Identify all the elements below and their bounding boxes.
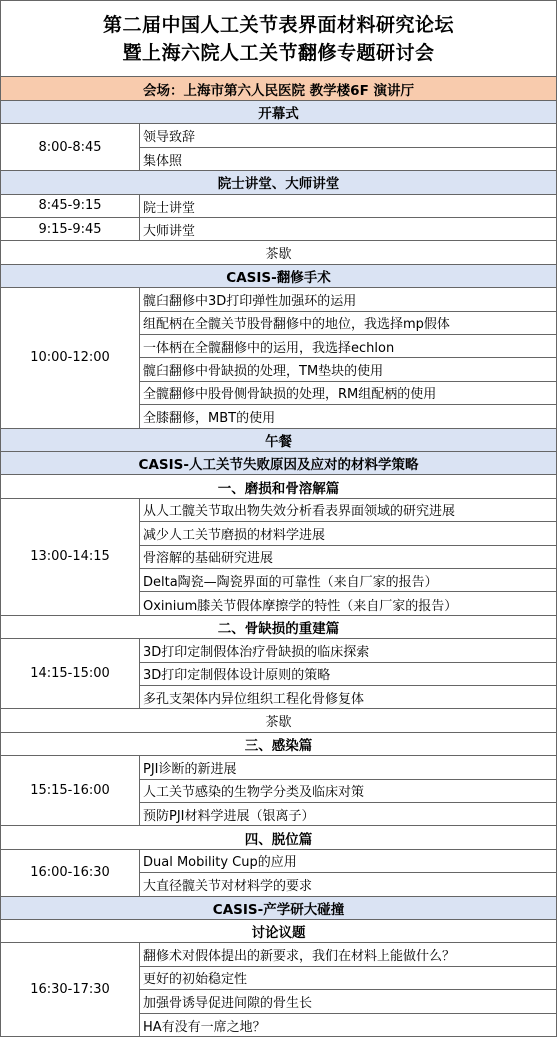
session-block bbox=[0, 850, 557, 897]
session-time: 8:00-8:45 bbox=[1, 124, 140, 170]
subsection-header: 四、脱位篇 bbox=[0, 826, 557, 849]
session-topic: Oxinium膝关节假体摩擦学的特性（来自厂家的报告） bbox=[143, 598, 458, 614]
session-time: 16:30-17:30 bbox=[1, 943, 140, 1036]
session-topic: 3D打印定制假体治疗骨缺损的临床探索 bbox=[140, 639, 556, 662]
session-topics bbox=[140, 124, 556, 170]
session-time: 9:15-9:45 bbox=[1, 218, 140, 240]
break-row: 茶歇 bbox=[0, 241, 557, 264]
session-block bbox=[0, 756, 557, 826]
section-header: CASIS-产学研大碰撞 bbox=[0, 897, 557, 920]
session-block bbox=[0, 639, 557, 709]
session-topics bbox=[140, 288, 556, 427]
session-topic: 骨溶解的基础研究进展 bbox=[140, 546, 556, 569]
session-topics bbox=[140, 756, 556, 825]
session-topic: 多孔支架体内异位组织工程化骨修复体 bbox=[143, 692, 365, 708]
session-topics bbox=[140, 639, 556, 708]
session-topic: 减少人工关节磨损的材料学进展 bbox=[140, 522, 556, 545]
session-topic: PJI诊断的新进展 bbox=[140, 756, 556, 779]
section-header: 院士讲堂、大师讲堂 bbox=[0, 171, 557, 194]
session-topics bbox=[140, 195, 556, 217]
session-topic: Dual Mobility Cup的应用 bbox=[140, 850, 556, 873]
subsection-header: 二、骨缺损的重建篇 bbox=[0, 616, 557, 639]
session-time: 16:00-16:30 bbox=[1, 850, 140, 896]
session-time: 13:00-14:15 bbox=[1, 499, 140, 615]
session-topic: 组配柄在全髋关节股骨翻修中的地位，我选择mp假体 bbox=[140, 312, 556, 335]
session-topic: 全膝翻修，MBT的使用 bbox=[143, 411, 276, 427]
session-block bbox=[0, 288, 557, 428]
session-topics bbox=[140, 943, 556, 1036]
session-block bbox=[0, 195, 557, 218]
session-block bbox=[0, 499, 557, 616]
session-topic: 翻修术对假体提出的新要求，我们在材料上能做什么？ bbox=[140, 943, 556, 966]
session-topic: 3D打印定制假体设计原则的策略 bbox=[140, 663, 556, 686]
title-line-2: 暨上海六院人工关节翻修专题研讨会 bbox=[122, 41, 435, 64]
subsection-header: 讨论议题 bbox=[0, 920, 557, 943]
session-topics bbox=[140, 499, 556, 615]
session-topic: 大师讲堂 bbox=[143, 224, 196, 240]
section-header: 午餐 bbox=[0, 429, 557, 452]
session-topic: 从人工髋关节取出物失效分析看表界面领域的研究进展 bbox=[140, 499, 556, 522]
session-block bbox=[0, 218, 557, 241]
subsection-header: 一、磨损和骨溶解篇 bbox=[0, 475, 557, 498]
session-topic: 大直径髋关节对材料学的要求 bbox=[143, 879, 313, 895]
session-time: 15:15-16:00 bbox=[1, 756, 140, 825]
session-topic: 髋臼翻修中3D打印弹性加强环的运用 bbox=[140, 288, 556, 311]
session-topic: 全髋翻修中股骨侧骨缺损的处理，RM组配柄的使用 bbox=[140, 382, 556, 405]
session-topic: 院士讲堂 bbox=[143, 200, 196, 216]
session-topic: Delta陶瓷—陶瓷界面的可靠性（来自厂家的报告） bbox=[140, 569, 556, 592]
break-row: 茶歇 bbox=[0, 709, 557, 732]
session-time: 14:15-15:00 bbox=[1, 639, 140, 708]
session-topic: 人工关节感染的生物学分类及临床对策 bbox=[140, 780, 556, 803]
session-topic: 一体柄在全髋翻修中的运用，我选择echlon bbox=[140, 335, 556, 358]
session-topic: HA有没有一席之地？ bbox=[143, 1019, 266, 1035]
session-topic: 预防PJI材料学进展（银离子） bbox=[143, 809, 315, 825]
section-header: 开幕式 bbox=[0, 101, 557, 124]
session-block bbox=[0, 124, 557, 171]
venue-banner: 会场：上海市第六人民医院 教学楼6F 演讲厅 bbox=[0, 77, 557, 101]
session-topic: 髋臼翻修中骨缺损的处理，TM垫块的使用 bbox=[140, 358, 556, 381]
session-topic: 领导致辞 bbox=[140, 124, 556, 147]
session-time: 8:45-9:15 bbox=[1, 195, 140, 217]
session-time: 10:00-12:00 bbox=[1, 288, 140, 427]
agenda-title bbox=[0, 0, 557, 77]
session-topic: 集体照 bbox=[143, 153, 183, 169]
session-block bbox=[0, 943, 557, 1037]
session-topics bbox=[140, 218, 556, 240]
title-line-1: 第二届中国人工关节表界面材料研究论坛 bbox=[102, 13, 454, 36]
session-topic: 加强骨诱导促进间隙的骨生长 bbox=[140, 990, 556, 1013]
subsection-header: 三、感染篇 bbox=[0, 733, 557, 756]
session-topic: 更好的初始稳定性 bbox=[140, 967, 556, 990]
session-topics bbox=[140, 850, 556, 896]
section-header: CASIS-人工关节失败原因及应对的材料学策略 bbox=[0, 452, 557, 475]
section-header: CASIS-翻修手术 bbox=[0, 265, 557, 288]
